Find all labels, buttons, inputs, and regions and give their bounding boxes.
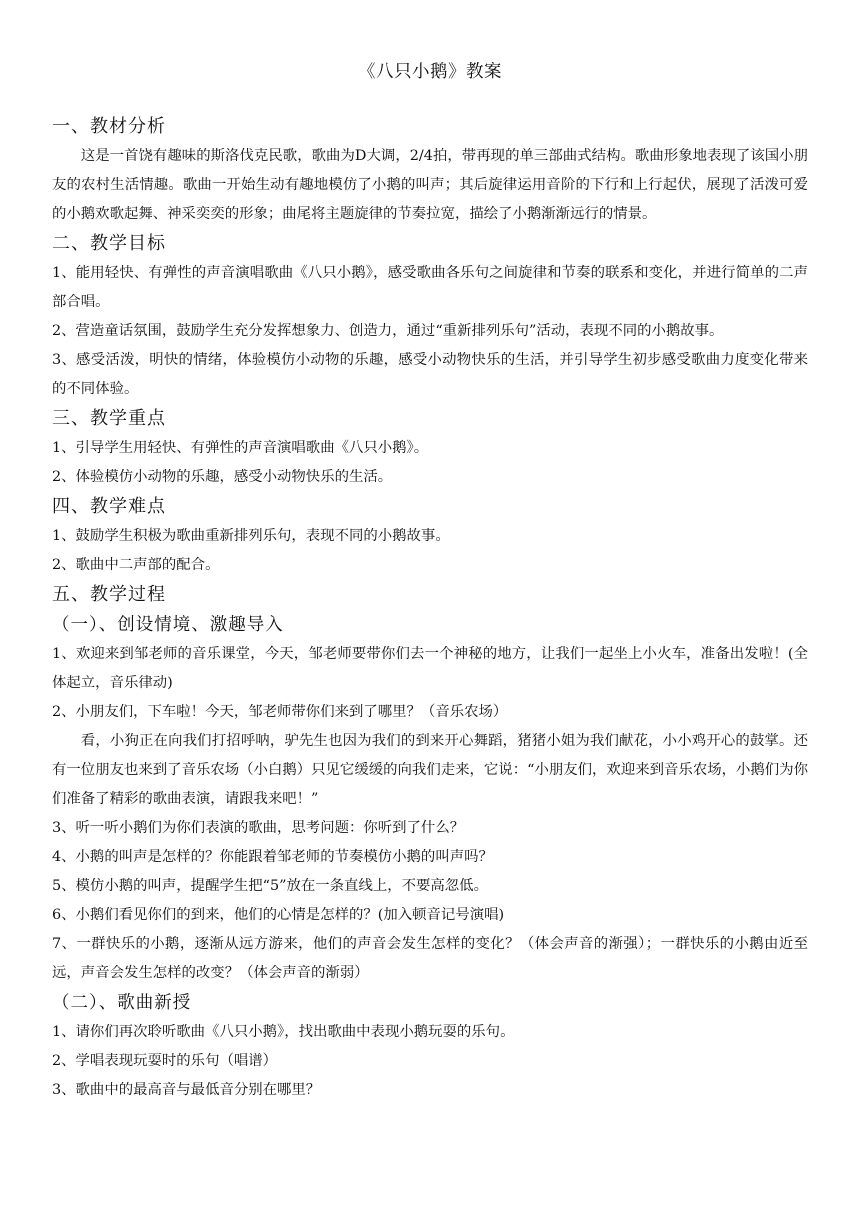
list-item: 4、小鹅的叫声是怎样的？你能跟着邹老师的节奏模仿小鹅的叫声吗？ (52, 849, 493, 865)
section-heading-teaching-goals: 二、教学目标 (52, 233, 166, 254)
list-item: 3、听一听小鹅们为你们表演的歌曲，思考问题：你听到了什么？ (52, 820, 465, 836)
list-item: 7、一群快乐的小鹅，逐渐从远方游来，他们的声音会发生怎样的变化？（体会声音的渐强）；一群快乐的小鹅由近至远，声音会发生怎样的改变？（体会声音的渐弱） (52, 936, 808, 981)
list-item: 3、感受活泼，明快的情绪，体验模仿小动物的乐趣，感受小动物快乐的生活，并引导学生初步感受歌曲力度变化带来的不同体验。 (52, 352, 808, 397)
paragraph: 看，小狗正在向我们打招呼呐，驴先生也因为我们的到来开心舞蹈，猪猪小姐为我们献花，小小鸡开心的鼓掌。还有一位朋友也来到了音乐农场（小白鹅）只见它缓缓的向我们走来，它说：“小朋友们，欢迎来到音乐农场，小鹅们为你们准备了精彩的歌曲表演，请跟我来吧！” (52, 733, 808, 807)
list-item: 2、体验模仿小动物的乐趣，感受小动物快乐的生活。 (52, 469, 393, 485)
list-item: 2、营造童话氛围，鼓励学生充分发挥想象力、创造力，通过“重新排列乐句”活动，表现不同的小鹅故事。 (52, 323, 724, 339)
list-item: 1、引导学生用轻快、有弹性的声音演唱歌曲《八只小鹅》。 (52, 440, 429, 456)
paragraph: 这是一首饶有趣味的斯洛伐克民歌，歌曲为D大调，2/4拍，带再现的单三部曲式结构。歌曲形象地表现了该国小朋友的农村生活情趣。歌曲一开始生动有趣地模仿了小鹅的叫声；其后旋律运用音阶的下行和上行起伏，展现了活泼可爱的小鹅欢歌起舞、神采奕奕的形象；曲尾将主题旋律的节奏拉宽，描绘了小鹅渐渐远行的情景。 (52, 148, 808, 222)
list-item: 2、小朋友们，下车啦！今天，邹老师带你们来到了哪里？（音乐农场） (52, 704, 508, 720)
list-item: 2、歌曲中二声部的配合。 (52, 557, 220, 573)
list-item: 1、请你们再次聆听歌曲《八只小鹅》，找出歌曲中表现小鹅玩耍的乐句。 (52, 1024, 515, 1040)
list-item: 3、歌曲中的最高音与最低音分别在哪里？ (52, 1082, 321, 1098)
list-item: 6、小鹅们看见你们的到来，他们的心情是怎样的？(加入顿音记号演唱) (52, 907, 505, 923)
document-title: 《八只小鹅》教案 (358, 62, 502, 82)
section-heading-difficulties: 四、教学难点 (52, 496, 166, 517)
list-item: 1、鼓励学生积极为歌曲重新排列乐句，表现不同的小鹅故事。 (52, 528, 450, 544)
list-item: 2、学唱表现玩耍时的乐句（唱谱） (52, 1053, 278, 1069)
subsection-heading-new-song: （二）、歌曲新授 (52, 993, 192, 1013)
list-item: 1、欢迎来到邹老师的音乐课堂，今天，邹老师要带你们去一个神秘的地方，让我们一起坐上小火车，准备出发啦！(全体起立，音乐律动) (52, 646, 808, 691)
list-item: 5、模仿小鹅的叫声，提醒学生把“5”放在一条直线上，不要高忽低。 (52, 878, 488, 894)
section-heading-teaching-process: 五、教学过程 (52, 584, 166, 605)
section-heading-key-points: 三、教学重点 (52, 408, 166, 429)
subsection-heading-intro: （一）、创设情境、激趣导入 (52, 615, 284, 635)
section-heading-textbook-analysis: 一、教材分析 (52, 116, 166, 137)
list-item: 1、能用轻快、有弹性的声音演唱歌曲《八只小鹅》，感受歌曲各乐句之间旋律和节奏的联系和变化，并进行简单的二声部合唱。 (52, 265, 808, 310)
